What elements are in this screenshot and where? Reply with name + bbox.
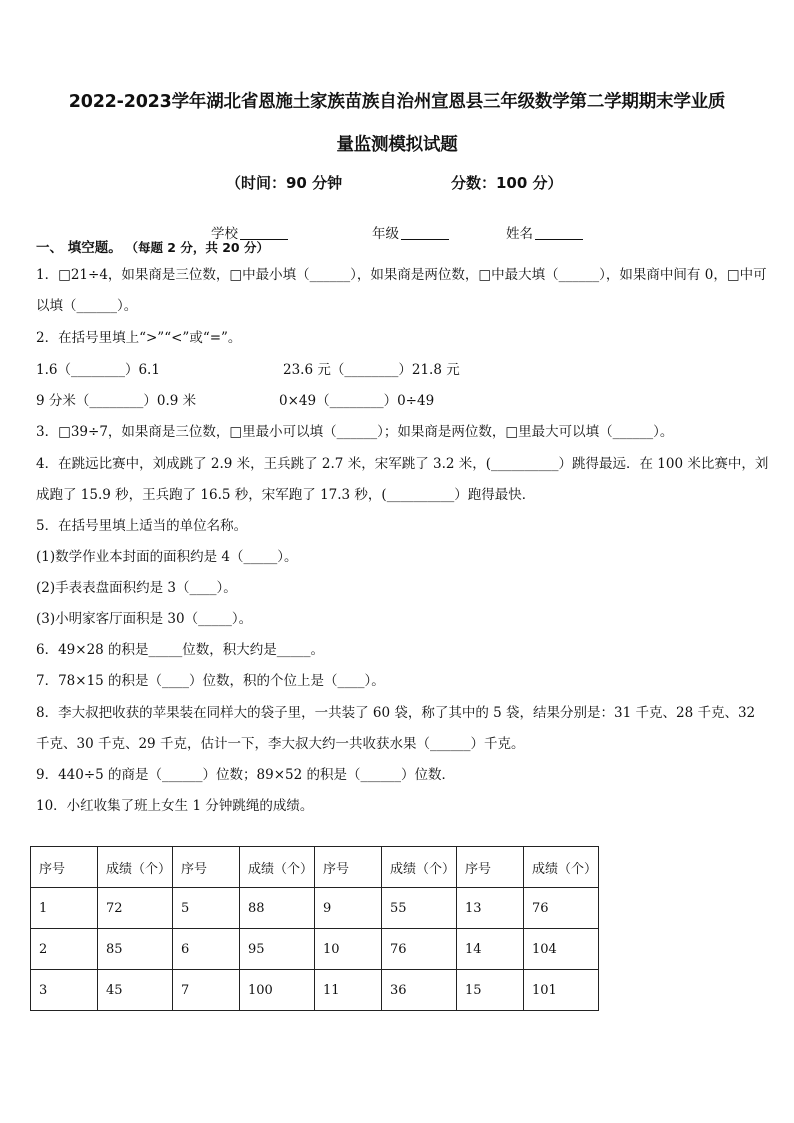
- table-cell: 9: [315, 888, 382, 929]
- table-header-cell: 成绩（个）: [382, 847, 457, 888]
- table-header-cell: 成绩（个）: [98, 847, 173, 888]
- table-cell: 5: [173, 888, 240, 929]
- table-header-cell: 成绩（个）: [240, 847, 315, 888]
- table-cell: 45: [98, 970, 173, 1011]
- question-2a: 1.6（________）6.1: [36, 362, 160, 378]
- question-5: 5．在括号里填上适当的单位名称。: [36, 518, 248, 534]
- table-cell: 104: [524, 929, 599, 970]
- table-row: [31, 888, 599, 929]
- question-1a: 1．□21÷4，如果商是三位数，□中最小填（______），如果商是两位数，□中最大填（______），如果商中间有 0，□中可: [36, 267, 767, 283]
- table-row: [31, 929, 599, 970]
- question-5-1: (1)数学作业本封面的面积约是 4（_____）。: [36, 549, 298, 565]
- question-7: 7．78×15 的积是（____）位数，积的个位上是（____）。: [36, 673, 385, 689]
- table-header-cell: 序号: [457, 847, 524, 888]
- table-row: [31, 970, 599, 1011]
- table-cell: 13: [457, 888, 524, 929]
- score-label: 分数：100 分）: [451, 174, 563, 192]
- table-cell: 36: [382, 970, 457, 1011]
- question-6: 6．49×28 的积是_____位数，积大约是_____。: [36, 642, 325, 658]
- question-8a: 8．李大叔把收获的苹果装在同样大的袋子里，一共装了 60 袋，称了其中的 5 袋，结果分别是：31 千克、28 千克、32: [36, 705, 756, 721]
- table-header-cell: 序号: [315, 847, 382, 888]
- question-5-2: (2)手表表盘面积约是 3（____）。: [36, 580, 237, 596]
- table-cell: 76: [524, 888, 599, 929]
- table-cell: 15: [457, 970, 524, 1011]
- table-header-row: [31, 847, 599, 888]
- score-table: [30, 846, 599, 1011]
- table-cell: 2: [31, 929, 98, 970]
- grade-label: 年级: [372, 226, 399, 242]
- question-2d: 0×49（________）0÷49: [279, 393, 435, 409]
- question-5-3: (3)小明家客厅面积是 30（_____）。: [36, 611, 253, 627]
- table-cell: 88: [240, 888, 315, 929]
- table-header-cell: 序号: [173, 847, 240, 888]
- section-heading: [36, 236, 269, 256]
- table-header-cell: 序号: [31, 847, 98, 888]
- table-header-cell: 成绩（个）: [524, 847, 599, 888]
- table-cell: 85: [98, 929, 173, 970]
- table-cell: 101: [524, 970, 599, 1011]
- question-4b: 成跑了 15.9 秒，王兵跑了 16.5 秒，宋军跑了 17.3 秒，(__________）跑得最快．: [36, 487, 536, 503]
- table-cell: 95: [240, 929, 315, 970]
- question-4a: 4．在跳远比赛中，刘成跳了 2.9 米，王兵跳了 2.7 米，宋军跳了 3.2 米，(__________）跳得最远．在 100 米比赛中，刘: [36, 456, 769, 472]
- grade-field[interactable]: [372, 222, 449, 242]
- page-title-line2: 量监测模拟试题: [336, 135, 458, 155]
- question-2b: 23.6 元（________）21.8 元: [283, 362, 460, 378]
- table-cell: 7: [173, 970, 240, 1011]
- question-2c: 9 分米（________）0.9 米: [36, 393, 197, 409]
- name-field[interactable]: [506, 222, 583, 242]
- school-label: 学校: [211, 226, 238, 242]
- table-cell: 100: [240, 970, 315, 1011]
- grade-blank[interactable]: [401, 239, 449, 240]
- question-1b: 以填（______）。: [36, 298, 138, 314]
- question-3: 3．□39÷7，如果商是三位数，□里最小可以填（______）；如果商是两位数，□里最大可以填（______）。: [36, 424, 674, 440]
- question-9: 9．440÷5 的商是（______）位数；89×52 的积是（______）位数．: [36, 767, 456, 783]
- name-label: 姓名: [506, 226, 533, 242]
- time-label: （时间：90 分钟: [226, 174, 343, 192]
- table-cell: 1: [31, 888, 98, 929]
- question-10: 10．小红收集了班上女生 1 分钟跳绳的成绩。: [36, 798, 314, 814]
- table-cell: 3: [31, 970, 98, 1011]
- question-2: 2．在括号里填上“>”“<”或“=”。: [36, 330, 242, 346]
- section-title: 一、 填空题。: [36, 240, 122, 256]
- table-cell: 72: [98, 888, 173, 929]
- table-cell: 55: [382, 888, 457, 929]
- table-cell: 10: [315, 929, 382, 970]
- page-title-line1: 2022-2023学年湖北省恩施土家族苗族自治州宣恩县三年级数学第二学期期末学业质: [68, 92, 726, 112]
- table-cell: 6: [173, 929, 240, 970]
- name-blank[interactable]: [535, 239, 583, 240]
- table-cell: 14: [457, 929, 524, 970]
- section-note: （每题 2 分，共 20 分）: [131, 240, 269, 255]
- question-8b: 千克、30 千克、29 千克，估计一下，李大叔大约一共收获水果（______）千克。: [36, 736, 525, 752]
- table-cell: 11: [315, 970, 382, 1011]
- table-cell: 76: [382, 929, 457, 970]
